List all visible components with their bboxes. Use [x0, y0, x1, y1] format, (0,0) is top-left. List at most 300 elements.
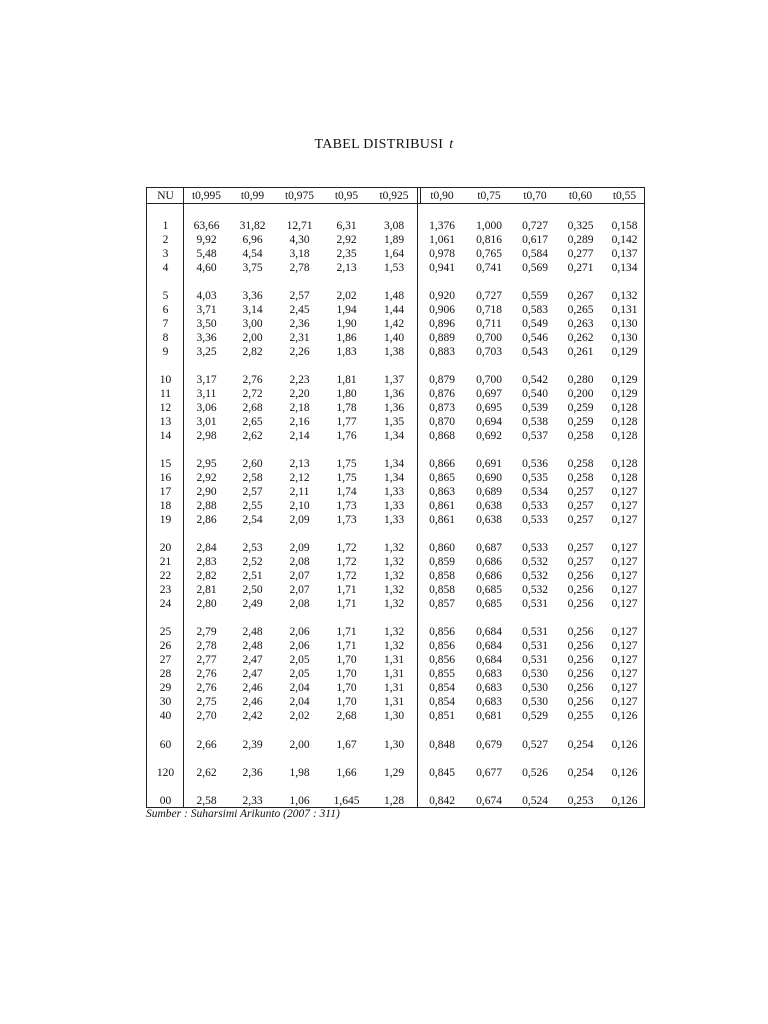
value-cell: 1,40	[383, 332, 405, 344]
value-cell: 0,854	[429, 682, 455, 694]
value-cell: 2,09	[289, 542, 310, 554]
value-cell: 0,816	[476, 234, 502, 246]
value-cell: 2,05	[289, 668, 310, 680]
value-cell: 0,674	[476, 795, 502, 807]
nu-cell: 6	[162, 304, 169, 316]
header-cell: t0,70	[523, 190, 547, 202]
value-cell: 2,04	[289, 682, 310, 694]
header-cell: t0,90	[430, 190, 454, 202]
value-cell: 3,71	[196, 304, 217, 316]
value-cell: 2,76	[242, 374, 263, 386]
value-cell: 2,76	[196, 682, 217, 694]
value-cell: 0,532	[522, 584, 548, 596]
value-cell: 0,126	[611, 767, 638, 779]
value-cell: 0,530	[522, 682, 548, 694]
value-cell: 1,32	[383, 598, 405, 610]
value-cell: 0,638	[476, 500, 502, 512]
value-cell: 31,82	[239, 220, 266, 232]
value-cell: 2,57	[242, 486, 263, 498]
value-cell: 0,527	[522, 739, 548, 751]
value-cell: 2,88	[196, 500, 217, 512]
value-cell: 0,855	[429, 668, 455, 680]
value-cell: 0,883	[429, 346, 455, 358]
value-cell: 0,703	[476, 346, 502, 358]
value-cell: 0,765	[476, 248, 502, 260]
value-cell: 4,30	[289, 234, 310, 246]
value-cell: 0,262	[567, 332, 594, 344]
value-cell: 2,02	[289, 710, 310, 722]
value-cell: 2,75	[196, 696, 217, 708]
value-cell: 0,683	[476, 668, 502, 680]
value-cell: 0,842	[429, 795, 455, 807]
nu-cell: 40	[159, 710, 172, 722]
nu-cell: 5	[162, 290, 169, 302]
nu-cell: 2	[162, 234, 169, 246]
value-cell: 1,376	[429, 220, 455, 232]
value-cell: 0,741	[476, 262, 502, 274]
value-cell: 2,06	[289, 640, 310, 652]
value-cell: 0,129	[611, 346, 638, 358]
value-cell: 0,858	[429, 584, 455, 596]
value-cell: 0,727	[476, 290, 502, 302]
value-cell: 0,865	[429, 472, 455, 484]
value-cell: 1,30	[383, 710, 405, 722]
nu-cell: 8	[162, 332, 169, 344]
value-cell: 0,718	[476, 304, 502, 316]
value-cell: 0,256	[567, 696, 594, 708]
value-cell: 0,271	[567, 262, 594, 274]
value-cell: 0,127	[611, 584, 638, 596]
value-cell: 0,127	[611, 570, 638, 582]
value-cell: 2,05	[289, 654, 310, 666]
value-cell: 0,258	[567, 472, 594, 484]
value-cell: 0,683	[476, 696, 502, 708]
value-cell: 1,30	[383, 739, 405, 751]
nu-cell: 4	[162, 262, 169, 274]
nu-cell: 15	[159, 458, 172, 470]
value-cell: 2,36	[289, 318, 310, 330]
value-cell: 1,35	[383, 416, 405, 428]
value-cell: 1,32	[383, 542, 405, 554]
value-cell: 1,98	[289, 767, 310, 779]
value-cell: 1,64	[383, 248, 405, 260]
value-cell: 1,53	[383, 262, 405, 274]
value-cell: 2,47	[242, 668, 263, 680]
value-cell: 2,72	[242, 388, 263, 400]
nu-cell: 16	[159, 472, 172, 484]
value-cell: 3,36	[196, 332, 217, 344]
value-cell: 0,258	[567, 458, 594, 470]
nu-cell: 13	[159, 416, 172, 428]
value-cell: 2,76	[196, 668, 217, 680]
value-cell: 3,14	[242, 304, 263, 316]
value-cell: 1,77	[336, 416, 357, 428]
value-cell: 0,127	[611, 668, 638, 680]
t-distribution-table	[146, 187, 645, 808]
value-cell: 0,889	[429, 332, 455, 344]
value-cell: 1,66	[336, 767, 357, 779]
value-cell: 0,861	[429, 514, 455, 526]
header-cell: t0,55	[612, 190, 637, 202]
value-cell: 0,531	[522, 598, 548, 610]
value-cell: 2,55	[242, 500, 263, 512]
value-cell: 2,53	[242, 542, 263, 554]
page-title	[0, 137, 768, 153]
value-cell: 2,79	[196, 626, 217, 638]
value-cell: 2,95	[196, 458, 217, 470]
value-cell: 0,679	[476, 739, 502, 751]
value-cell: 0,127	[611, 514, 638, 526]
nu-cell: 00	[159, 795, 172, 807]
value-cell: 0,530	[522, 668, 548, 680]
value-cell: 0,126	[611, 739, 638, 751]
value-cell: 0,128	[611, 472, 638, 484]
value-cell: 1,71	[336, 584, 357, 596]
header-cell: t0,75	[477, 190, 501, 202]
value-cell: 3,75	[242, 262, 263, 274]
value-cell: 1,34	[383, 472, 405, 484]
nu-column-divider	[183, 188, 184, 807]
nu-cell: 17	[159, 486, 172, 498]
title-text: TABEL DISTRIBUSI	[314, 137, 444, 152]
value-cell: 0,256	[567, 654, 594, 666]
value-cell: 1,71	[336, 640, 357, 652]
value-cell: 0,532	[522, 556, 548, 568]
value-cell: 0,531	[522, 640, 548, 652]
value-cell: 0,856	[429, 640, 455, 652]
nu-cell: 26	[159, 640, 172, 652]
nu-cell: 120	[156, 767, 175, 779]
value-cell: 0,540	[522, 388, 548, 400]
value-cell: 0,254	[567, 739, 594, 751]
value-cell: 1,81	[336, 374, 357, 386]
value-cell: 0,530	[522, 696, 548, 708]
nu-cell: 3	[162, 248, 169, 260]
value-cell: 0,265	[567, 304, 594, 316]
value-cell: 0,539	[522, 402, 548, 414]
value-cell: 1,32	[383, 626, 405, 638]
value-cell: 2,80	[196, 598, 217, 610]
value-cell: 4,60	[196, 262, 217, 274]
nu-cell: 10	[159, 374, 172, 386]
value-cell: 1,94	[336, 304, 357, 316]
value-cell: 0,686	[476, 556, 502, 568]
value-cell: 0,684	[476, 640, 502, 652]
value-cell: 0,856	[429, 626, 455, 638]
value-cell: 0,532	[522, 570, 548, 582]
nu-cell: 9	[162, 346, 169, 358]
value-cell: 0,685	[476, 584, 502, 596]
value-cell: 0,254	[567, 767, 594, 779]
value-cell: 1,70	[336, 668, 357, 680]
value-cell: 6,96	[242, 234, 263, 246]
value-cell: 2,06	[289, 626, 310, 638]
value-cell: 2,82	[196, 570, 217, 582]
value-cell: 3,25	[196, 346, 217, 358]
value-cell: 1,72	[336, 542, 357, 554]
value-cell: 2,84	[196, 542, 217, 554]
value-cell: 2,58	[242, 472, 263, 484]
value-cell: 2,78	[196, 640, 217, 652]
value-cell: 1,34	[383, 430, 405, 442]
value-cell: 2,82	[242, 346, 263, 358]
value-cell: 2,39	[242, 739, 263, 751]
header-cell: t0,95	[334, 190, 359, 202]
value-cell: 0,131	[611, 304, 638, 316]
value-cell: 2,51	[242, 570, 263, 582]
value-cell: 2,68	[336, 710, 357, 722]
value-cell: 2,62	[242, 430, 263, 442]
value-cell: 0,559	[522, 290, 548, 302]
value-cell: 0,255	[567, 710, 594, 722]
nu-cell: 19	[159, 514, 172, 526]
value-cell: 1,32	[383, 640, 405, 652]
value-cell: 0,127	[611, 640, 638, 652]
nu-cell: 25	[159, 626, 172, 638]
value-cell: 1,67	[336, 739, 357, 751]
value-cell: 1,31	[383, 654, 405, 666]
value-cell: 0,531	[522, 626, 548, 638]
value-cell: 2,04	[289, 696, 310, 708]
value-cell: 0,692	[476, 430, 502, 442]
value-cell: 0,325	[567, 220, 594, 232]
value-cell: 0,549	[522, 318, 548, 330]
value-cell: 2,18	[289, 402, 310, 414]
value-cell: 0,870	[429, 416, 455, 428]
value-cell: 0,263	[567, 318, 594, 330]
value-cell: 1,31	[383, 682, 405, 694]
value-cell: 0,686	[476, 570, 502, 582]
value-cell: 0,538	[522, 416, 548, 428]
value-cell: 2,45	[289, 304, 310, 316]
value-cell: 0,128	[611, 402, 638, 414]
value-cell: 1,76	[336, 430, 357, 442]
value-cell: 0,533	[522, 542, 548, 554]
value-cell: 0,700	[476, 374, 502, 386]
value-cell: 1,71	[336, 626, 357, 638]
value-cell: 0,978	[429, 248, 455, 260]
header-divider-accent	[420, 188, 421, 204]
value-cell: 2,08	[289, 556, 310, 568]
value-cell: 1,33	[383, 514, 405, 526]
value-cell: 3,08	[383, 220, 405, 232]
value-cell: 6,31	[336, 220, 357, 232]
value-cell: 0,259	[567, 416, 594, 428]
value-cell: 0,684	[476, 654, 502, 666]
value-cell: 2,47	[242, 654, 263, 666]
nu-cell: 11	[159, 388, 172, 400]
value-cell: 0,683	[476, 682, 502, 694]
value-cell: 0,126	[611, 710, 638, 722]
value-cell: 0,533	[522, 514, 548, 526]
value-cell: 0,694	[476, 416, 502, 428]
value-cell: 0,876	[429, 388, 455, 400]
value-cell: 1,70	[336, 696, 357, 708]
value-cell: 0,261	[567, 346, 594, 358]
value-cell: 0,257	[567, 514, 594, 526]
value-cell: 2,23	[289, 374, 310, 386]
value-cell: 0,866	[429, 458, 455, 470]
value-cell: 2,81	[196, 584, 217, 596]
value-cell: 0,542	[522, 374, 548, 386]
value-cell: 0,536	[522, 458, 548, 470]
value-cell: 0,256	[567, 626, 594, 638]
value-cell: 0,700	[476, 332, 502, 344]
header-cell: t0,60	[568, 190, 593, 202]
value-cell: 1,32	[383, 584, 405, 596]
value-cell: 0,256	[567, 584, 594, 596]
value-cell: 1,78	[336, 402, 357, 414]
nu-cell: 28	[159, 668, 172, 680]
value-cell: 2,48	[242, 626, 263, 638]
value-cell: 0,130	[611, 318, 638, 330]
value-cell: 2,13	[289, 458, 310, 470]
title-variable: t	[449, 137, 454, 152]
value-cell: 0,856	[429, 654, 455, 666]
value-cell: 2,92	[196, 472, 217, 484]
value-cell: 0,127	[611, 696, 638, 708]
value-cell: 5,48	[196, 248, 217, 260]
value-cell: 0,142	[611, 234, 638, 246]
value-cell: 0,137	[611, 248, 638, 260]
value-cell: 0,941	[429, 262, 455, 274]
value-cell: 2,31	[289, 332, 310, 344]
value-cell: 1,32	[383, 556, 405, 568]
value-cell: 0,526	[522, 767, 548, 779]
nu-cell: 21	[159, 556, 172, 568]
header-cell: t0,975	[284, 190, 315, 202]
source-note: Sumber : Suharsimi Arikunto (2007 : 311)	[146, 808, 340, 820]
value-cell: 0,256	[567, 668, 594, 680]
nu-cell: 29	[159, 682, 172, 694]
value-cell: 3,17	[196, 374, 217, 386]
value-cell: 1,72	[336, 570, 357, 582]
value-cell: 0,127	[611, 542, 638, 554]
value-cell: 4,03	[196, 290, 217, 302]
value-cell: 2,46	[242, 682, 263, 694]
value-cell: 0,569	[522, 262, 548, 274]
value-cell: 0,920	[429, 290, 455, 302]
value-cell: 2,68	[242, 402, 263, 414]
value-cell: 3,00	[242, 318, 263, 330]
value-cell: 1,80	[336, 388, 357, 400]
value-cell: 1,42	[383, 318, 405, 330]
nu-cell: 27	[159, 654, 172, 666]
value-cell: 1,83	[336, 346, 357, 358]
value-cell: 1,000	[476, 220, 502, 232]
value-cell: 0,617	[522, 234, 548, 246]
value-cell: 0,127	[611, 626, 638, 638]
value-cell: 0,727	[522, 220, 548, 232]
value-cell: 1,86	[336, 332, 357, 344]
nu-cell: 18	[159, 500, 172, 512]
value-cell: 2,14	[289, 430, 310, 442]
value-cell: 0,130	[611, 332, 638, 344]
value-cell: 0,697	[476, 388, 502, 400]
value-cell: 2,42	[242, 710, 263, 722]
value-cell: 0,257	[567, 542, 594, 554]
value-cell: 2,20	[289, 388, 310, 400]
value-cell: 2,48	[242, 640, 263, 652]
value-cell: 0,289	[567, 234, 594, 246]
value-cell: 0,848	[429, 739, 455, 751]
value-cell: 0,258	[567, 430, 594, 442]
header-cell: t0,99	[240, 190, 265, 202]
value-cell: 0,128	[611, 458, 638, 470]
value-cell: 9,92	[196, 234, 217, 246]
value-cell: 1,29	[383, 767, 405, 779]
value-cell: 2,00	[242, 332, 263, 344]
value-cell: 1,75	[336, 458, 357, 470]
value-cell: 1,89	[383, 234, 405, 246]
value-cell: 2,98	[196, 430, 217, 442]
value-cell: 0,256	[567, 640, 594, 652]
value-cell: 3,01	[196, 416, 217, 428]
value-cell: 1,36	[383, 402, 405, 414]
value-cell: 0,129	[611, 374, 638, 386]
value-cell: 1,645	[333, 795, 360, 807]
value-cell: 12,71	[286, 220, 313, 232]
value-cell: 2,58	[196, 795, 217, 807]
value-cell: 0,851	[429, 710, 455, 722]
value-cell: 0,128	[611, 416, 638, 428]
value-cell: 0,257	[567, 500, 594, 512]
value-cell: 0,259	[567, 402, 594, 414]
value-cell: 0,127	[611, 682, 638, 694]
value-cell: 2,13	[336, 262, 357, 274]
value-cell: 0,677	[476, 767, 502, 779]
value-cell: 1,73	[336, 514, 357, 526]
value-cell: 1,32	[383, 570, 405, 582]
value-cell: 0,127	[611, 500, 638, 512]
value-cell: 1,061	[429, 234, 455, 246]
value-cell: 0,126	[611, 795, 638, 807]
value-cell: 1,74	[336, 486, 357, 498]
value-cell: 2,49	[242, 598, 263, 610]
value-cell: 0,529	[522, 710, 548, 722]
value-cell: 2,78	[289, 262, 310, 274]
value-cell: 2,52	[242, 556, 263, 568]
value-cell: 0,690	[476, 472, 502, 484]
value-cell: 0,267	[567, 290, 594, 302]
value-cell: 0,684	[476, 626, 502, 638]
value-cell: 0,685	[476, 598, 502, 610]
value-cell: 0,859	[429, 556, 455, 568]
value-cell: 0,531	[522, 654, 548, 666]
value-cell: 2,08	[289, 598, 310, 610]
value-cell: 0,257	[567, 486, 594, 498]
value-cell: 0,584	[522, 248, 548, 260]
nu-cell: 22	[159, 570, 172, 582]
value-cell: 1,71	[336, 598, 357, 610]
value-cell: 0,200	[567, 388, 594, 400]
value-cell: 2,86	[196, 514, 217, 526]
value-cell: 1,48	[383, 290, 405, 302]
value-cell: 0,127	[611, 598, 638, 610]
value-cell: 0,127	[611, 556, 638, 568]
value-cell: 1,06	[289, 795, 310, 807]
value-cell: 0,535	[522, 472, 548, 484]
value-cell: 0,253	[567, 795, 594, 807]
value-cell: 2,10	[289, 500, 310, 512]
value-cell: 2,09	[289, 514, 310, 526]
value-cell: 0,256	[567, 598, 594, 610]
value-cell: 0,546	[522, 332, 548, 344]
nu-cell: 30	[159, 696, 172, 708]
value-cell: 2,66	[196, 739, 217, 751]
table-header-row	[147, 188, 644, 204]
value-cell: 1,31	[383, 696, 405, 708]
